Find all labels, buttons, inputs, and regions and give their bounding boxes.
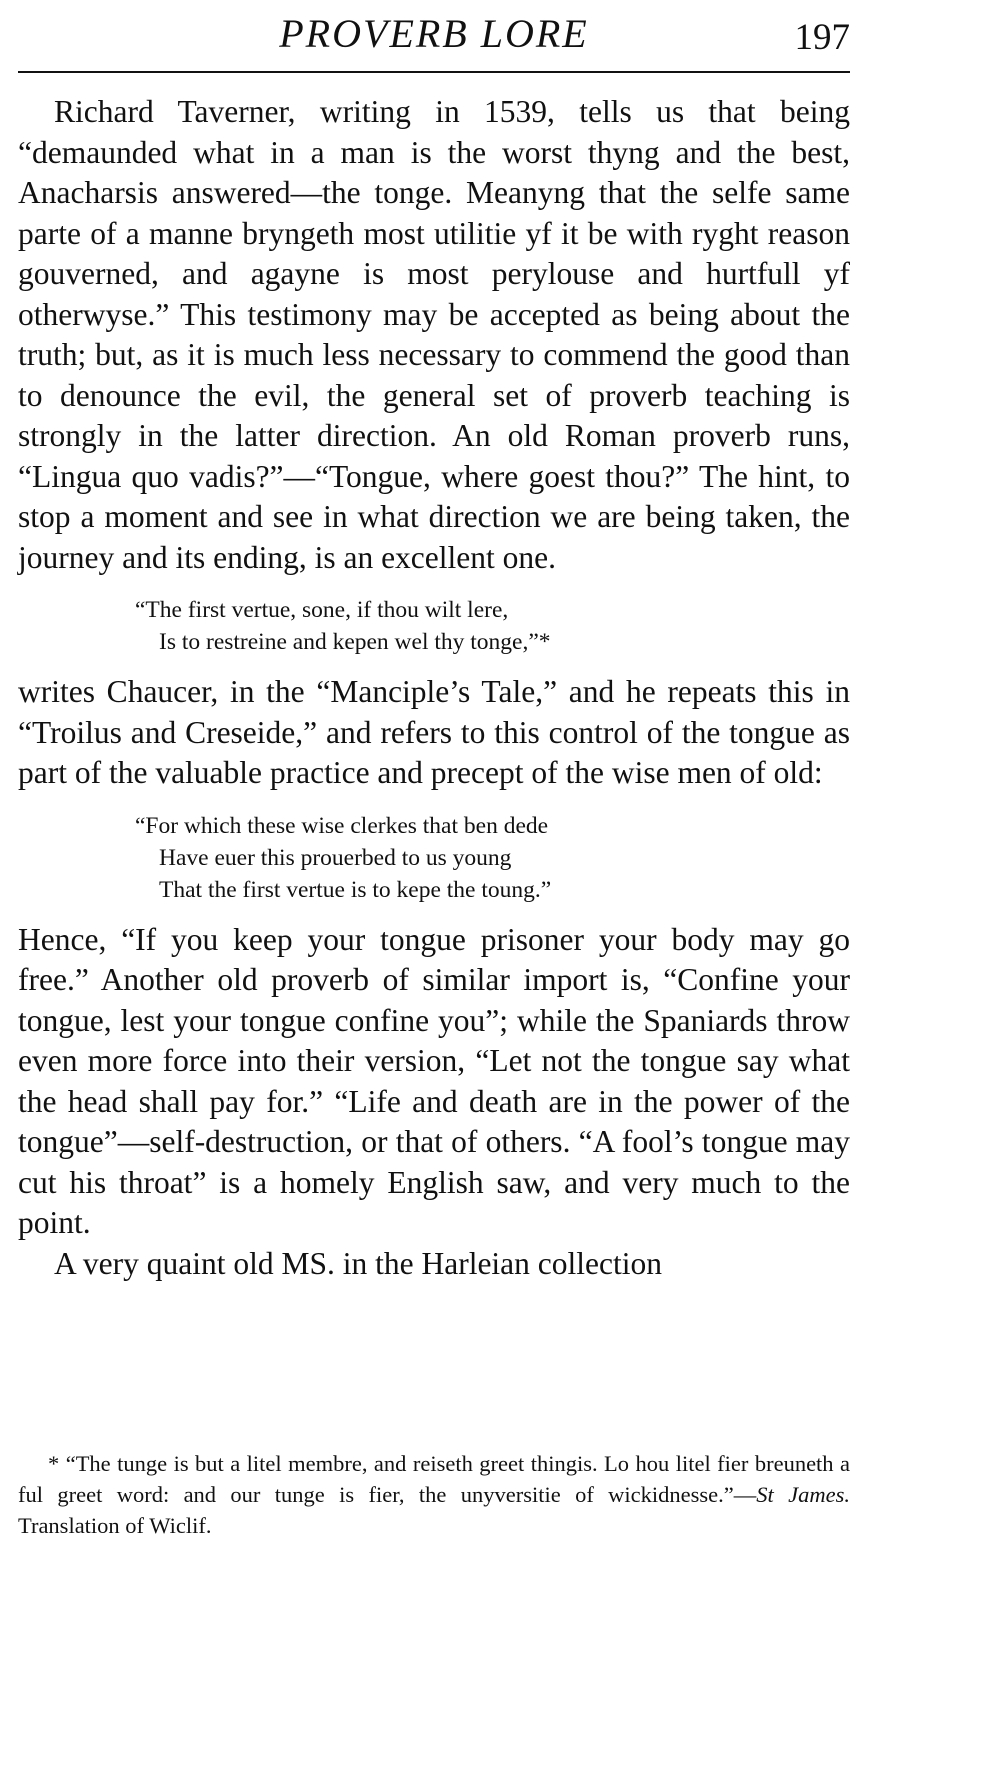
verse-chaucer-manciple xyxy=(135,594,850,658)
running-title: PROVERB LORE xyxy=(279,11,589,56)
paragraph-chaucer: writes Chaucer, in the “Manciple’s Tale,” and he repeats this in “Troilus and Creseide,” and refers to this control of the tongue as part of the valuable practice and precept of the wise men of old: xyxy=(18,674,850,790)
page-header xyxy=(18,0,850,70)
paragraph-taverner: Richard Taverner, writing in 1539, tells us that being “demaunded what in a man is the worst thyng and the best, Anacharsis answered—the tonge. Meanyng that the selfe same parte of a manne bryngeth most utilitie yf it be with ryght reason gouverned, and agayne is most perylouse and hurtfull yf otherwyse.” This testimony may be accepted as being about the truth; but, as it is much less necessary to commend the good than to denounce the evil, the general set of proverb teaching is strongly in the latter direction. An old Roman proverb runs, “Lingua quo vadis?”—“Tongue, where goest thou?” The hint, to stop a moment and see in what direction we are being taken, the journey and its ending, is an excellent one. xyxy=(18,94,850,575)
paragraph-harleian: A very quaint old MS. in the Harleian collection xyxy=(54,1245,662,1281)
verse-chaucer-troilus xyxy=(135,810,850,906)
footnote-translation: Translation of Wiclif. xyxy=(18,1513,212,1538)
verse-line: Is to restreine and kepen wel thy tonge,”* xyxy=(159,629,551,655)
verse-line: Have euer this prouerbed to us young xyxy=(159,844,512,871)
paragraph-proverbs: Hence, “If you keep your tongue prisoner your body may go free.” Another old proverb of similar import is, “Confine your tongue, lest your tongue confine you”; while the Spaniards throw even more force into their version, “Let not the tongue say what the head shall pay for.” “Life and death are in the power of the tongue”—self-destruction, or that of others. “A fool’s tongue may cut his throat” is a homely English saw, and very much to the point. xyxy=(18,921,850,1240)
page-body xyxy=(18,92,850,1284)
footnote-text: * “The tunge is but a litel membre, and reiseth greet thingis. Lo hou litel fier breuneth a ful greet word: and our tunge is fier, the unyversitie of wickidnesse.”— xyxy=(18,1451,850,1507)
verse-line: “For which these wise clerkes that ben dede xyxy=(135,812,549,839)
footnote xyxy=(18,1448,850,1541)
verse-line: That the first vertue is to kepe the toung.” xyxy=(159,876,552,903)
page-number: 197 xyxy=(794,17,850,58)
verse-line: “The first vertue, sone, if thou wilt lere, xyxy=(135,597,509,623)
book-page xyxy=(18,0,850,1538)
header-rule xyxy=(18,71,850,73)
footnote-source: St James. xyxy=(756,1482,850,1507)
